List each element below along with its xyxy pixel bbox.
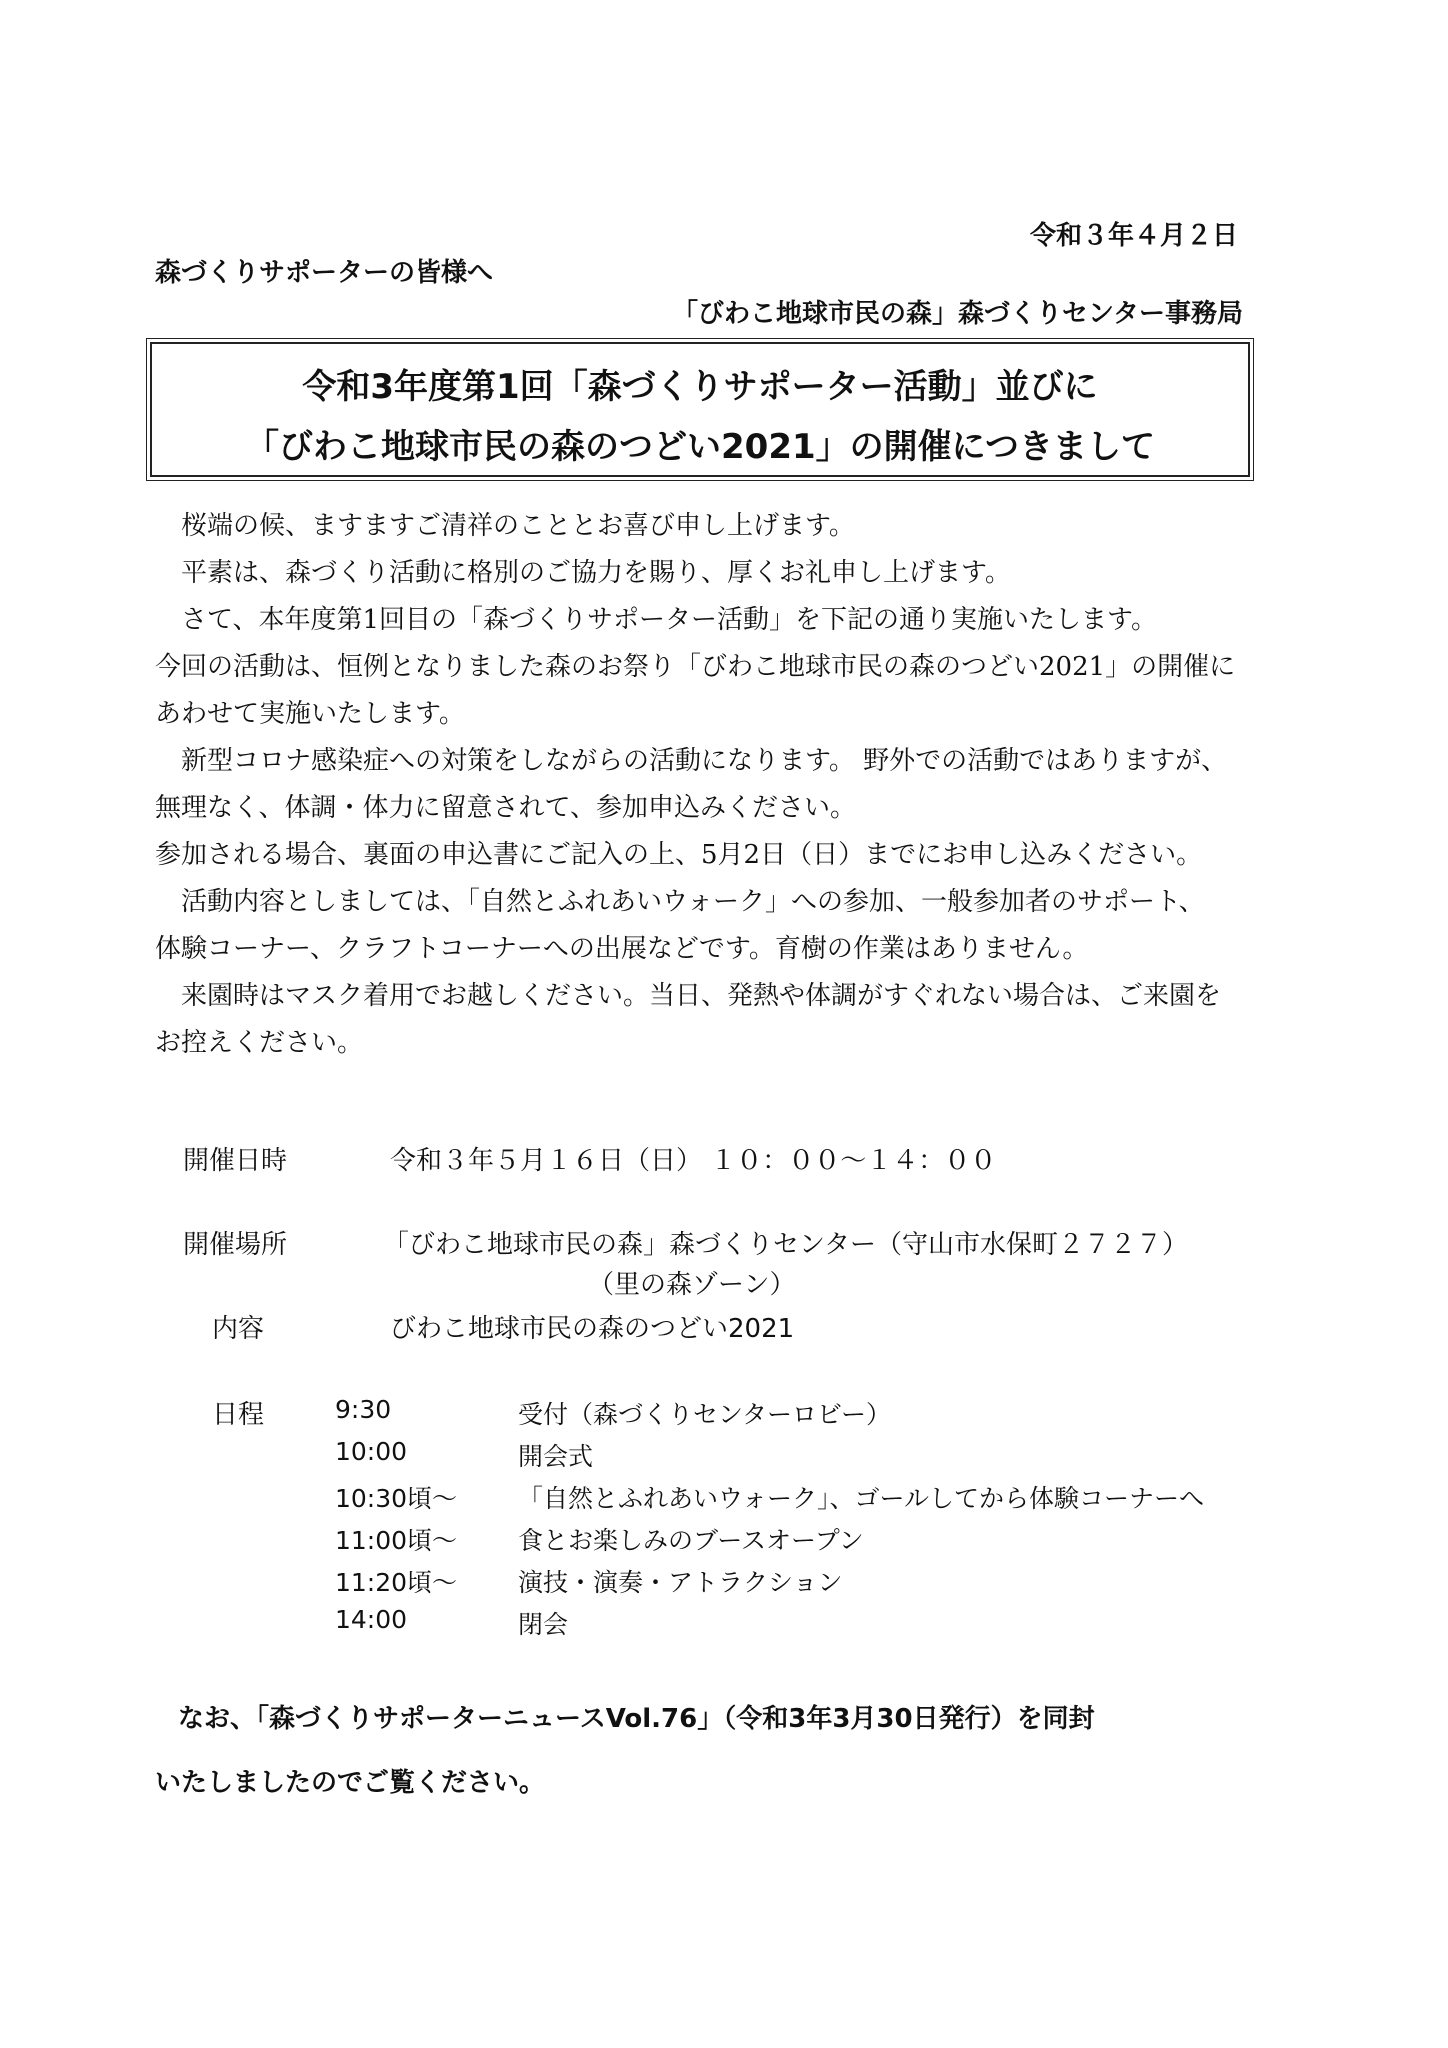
body-line: 新型コロナ感染症への対策をしながらの活動になります。 野外での活動ではありますが、 (155, 746, 1228, 776)
schedule-time: 11:20頃～ (335, 1568, 458, 1597)
schedule-event: 演技・演奏・アトラクション (518, 1568, 843, 1597)
schedule-event: 食とお楽しみのブースオープン (518, 1526, 864, 1555)
schedule-event: 開会式 (518, 1442, 594, 1471)
body-line: あわせて実施いたします。 (155, 699, 465, 729)
body-line: 平素は、森づくり活動に格別のご協力を賜り、厚くお礼申し上げます。 (155, 558, 1011, 588)
body-line: 体験コーナー、クラフトコーナーへの出展などです。育樹の作業はありません。 (155, 934, 1089, 964)
closing-line-1: なお、「森づくりサポーターニュースVol.76」（令和3年3月30日発行）を同封 (178, 1704, 1095, 1734)
title-box (150, 342, 1250, 477)
venue-value: 「びわこ地球市民の森」森づくりセンター（守山市水保町２７２７） (383, 1230, 1188, 1260)
schedule-event: 「自然とふれあいウォーク」、ゴールしてから体験コーナーへ (518, 1484, 1205, 1513)
venue-label: 開催場所 (183, 1230, 288, 1260)
body-line: 無理なく、体調・体力に留意されて、参加申込みください。 (155, 793, 856, 823)
schedule-time: 14:00 (335, 1605, 408, 1634)
body-line: 活動内容としましては、「自然とふれあいウォーク」への参加、一般参加者のサポート、 (155, 887, 1205, 917)
schedule-time: 9:30 (335, 1395, 392, 1424)
content-label: 内容 (212, 1314, 265, 1344)
body-line: 桜端の候、ますますご清祥のこととお喜び申し上げます。 (155, 511, 855, 541)
body-line: お控えください。 (155, 1028, 364, 1058)
title-line-1: 令和3年度第1回「森づくりサポーター活動」並びに (302, 367, 1098, 407)
datetime-value: 令和３年５月１６日（日） １０：００～１４：００ (390, 1146, 997, 1176)
title-line-2: 「びわこ地球市民の森のつどい2021」の開催につきまして (245, 427, 1155, 467)
content-value: びわこ地球市民の森のつどい2021 (390, 1314, 795, 1344)
body-line: 今回の活動は、恒例となりました森のお祭り「びわこ地球市民の森のつどい2021」の開催に (155, 652, 1236, 682)
addressee: 森づくりサポーターの皆様へ (155, 258, 494, 288)
schedule-event: 受付（森づくりセンターロビー） (518, 1400, 892, 1429)
schedule-time: 10:30頃～ (335, 1484, 458, 1513)
body-line: 来園時はマスク着用でお越しください。当日、発熱や体調がすぐれない場合は、ご来園を (155, 981, 1222, 1011)
body-line: さて、本年度第1回目の「森づくりサポーター活動」を下記の通り実施いたします。 (155, 605, 1157, 635)
schedule-time: 10:00 (335, 1437, 408, 1466)
datetime-label: 開催日時 (183, 1146, 288, 1176)
venue-sub: （里の森ゾーン） (588, 1270, 796, 1300)
sender: 「びわこ地球市民の森」森づくりセンター事務局 (672, 299, 1243, 329)
schedule-event: 閉会 (518, 1610, 569, 1639)
document-date: 令和３年４月２日 (1029, 221, 1238, 251)
body-line: 参加される場合、裏面の申込書にご記入の上、5月2日（日）までにお申し込みください。 (155, 840, 1203, 870)
schedule-time: 11:00頃～ (335, 1526, 458, 1555)
closing-line-2: いたしましたのでご覧ください。 (155, 1768, 546, 1798)
schedule-label: 日程 (212, 1400, 265, 1430)
